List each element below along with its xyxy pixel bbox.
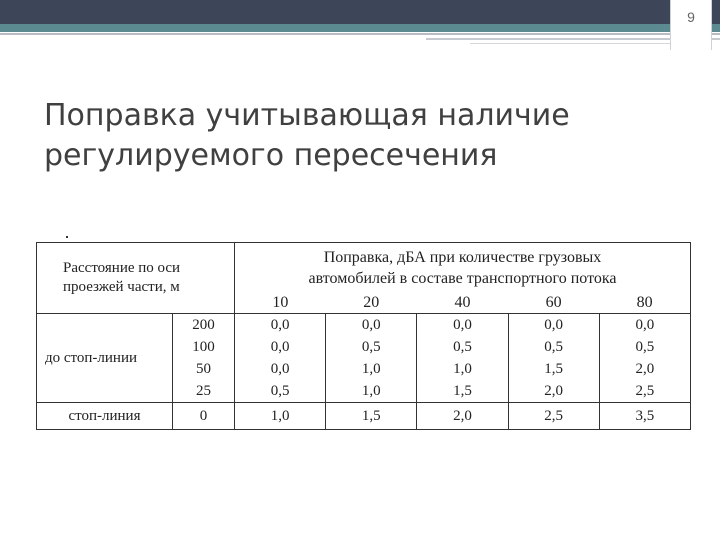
- value: 0,0: [635, 317, 655, 333]
- concentration-cell: 80: [599, 294, 690, 314]
- header-distance-line: Расстояние по оси: [63, 260, 181, 276]
- group-label-cell: до стоп-линии: [37, 314, 173, 403]
- slide-divider-line: [0, 33, 720, 35]
- slide-divider-line-shorter: [470, 43, 670, 44]
- concentration-cell: 10: [235, 294, 326, 314]
- distance-value: 50: [196, 361, 211, 377]
- value: 2,0: [544, 383, 564, 399]
- table-row: [37, 314, 691, 403]
- concentration-cell: 20: [326, 294, 417, 314]
- value-cell: 1,0: [235, 403, 326, 430]
- value-cell: [235, 314, 326, 403]
- value: 0,5: [270, 383, 290, 399]
- distance-value: 100: [192, 339, 215, 355]
- header-correction-line: автомобилей в составе транспортного потока: [308, 270, 617, 288]
- stop-line-label-cell: стоп-линия: [37, 403, 173, 430]
- value: 2,0: [635, 361, 655, 377]
- slide-accent-band: [0, 24, 720, 32]
- value: 2,5: [635, 383, 655, 399]
- distance-cell: [173, 314, 235, 403]
- value: 0,5: [453, 339, 472, 355]
- value-cell: 2,0: [417, 403, 508, 430]
- value: 0,5: [544, 339, 564, 355]
- distance-value: 25: [196, 383, 211, 399]
- slide-title-line: Поправка учитывающая наличие: [44, 98, 570, 133]
- value-cell: 1,5: [326, 403, 417, 430]
- scan-artifact-dot: [66, 236, 68, 238]
- header-distance-line: проезжей части, м: [63, 279, 180, 295]
- value: 0,5: [635, 339, 655, 355]
- value-cell: [326, 314, 417, 403]
- value: 0,0: [270, 361, 290, 377]
- value-cell: 3,5: [599, 403, 690, 430]
- value: 1,5: [453, 383, 472, 399]
- correction-table-container: [36, 242, 690, 428]
- value: 0,0: [453, 317, 472, 333]
- value-cell: 2,5: [508, 403, 599, 430]
- value: 0,0: [361, 317, 381, 333]
- header-distance-cell: [37, 243, 235, 314]
- value: 1,0: [361, 361, 381, 377]
- slide-top-bar: [0, 0, 720, 24]
- slide-title-line: регулируемого пересечения: [44, 138, 498, 173]
- concentration-cell: 60: [508, 294, 599, 314]
- correction-table: [36, 242, 691, 430]
- value-cell: [417, 314, 508, 403]
- page-number: 9: [687, 9, 695, 25]
- page-number-tab: [670, 0, 712, 50]
- table-header-row: [37, 243, 691, 294]
- slide-title: [44, 96, 664, 176]
- value: 1,0: [361, 383, 381, 399]
- header-correction-line: Поправка, дБА при количестве грузовых: [323, 249, 602, 267]
- value: 0,0: [270, 317, 290, 333]
- value: 0,0: [270, 339, 290, 355]
- value: 0,5: [361, 339, 381, 355]
- header-correction-cell: [235, 243, 691, 294]
- distance-value: 200: [192, 317, 215, 333]
- concentration-cell: 40: [417, 294, 508, 314]
- value: 0,0: [544, 317, 564, 333]
- table-row: [37, 403, 691, 430]
- value: 1,0: [453, 361, 472, 377]
- value: 1,5: [544, 361, 564, 377]
- distance-cell: 0: [173, 403, 235, 430]
- value-cell: [508, 314, 599, 403]
- value-cell: [599, 314, 690, 403]
